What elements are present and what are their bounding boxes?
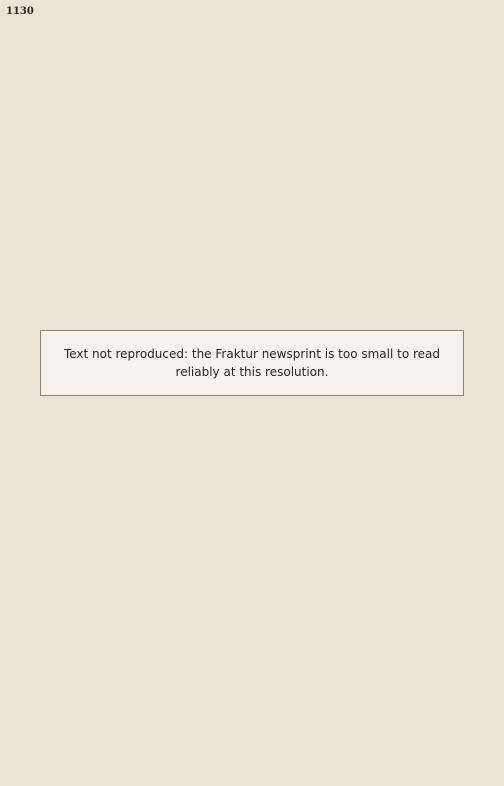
unreadable-notice: Text not reproduced: the Fraktur newsprint is too small to read reliably at this resolution. bbox=[40, 330, 464, 396]
page-number: 1130 bbox=[6, 6, 34, 17]
